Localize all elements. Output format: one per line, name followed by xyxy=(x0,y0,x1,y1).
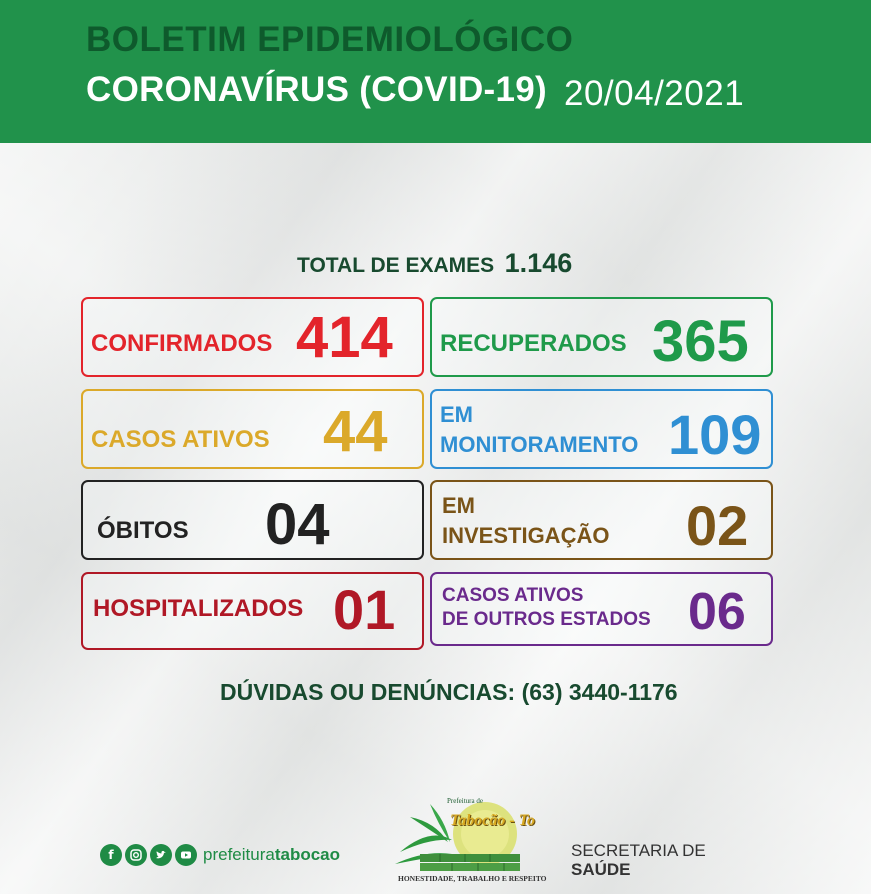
outros-estados-label-line1: CASOS ATIVOS xyxy=(442,585,584,606)
obitos-value: 04 xyxy=(265,492,330,557)
logo-motto: HONESTIDADE, TRABALHO E RESPEITO xyxy=(398,874,547,883)
card-obitos xyxy=(81,480,424,560)
instagram-icon[interactable] xyxy=(125,844,147,866)
card-hospitalizados xyxy=(81,572,424,650)
monitoramento-label-line1: EM xyxy=(440,402,473,427)
total-exams xyxy=(297,248,572,279)
contact-phone: DÚVIDAS OU DENÚNCIAS: (63) 3440-1176 xyxy=(220,679,678,705)
card-outros-estados xyxy=(430,572,773,646)
facebook-icon[interactable]: f xyxy=(100,844,122,866)
secretaria-line2: SAÚDE xyxy=(571,859,631,879)
investigacao-label-line2: INVESTIGAÇÃO xyxy=(442,523,610,548)
monitoramento-label-line2: MONITORAMENTO xyxy=(440,432,639,457)
logo-top-text: Prefeitura de xyxy=(447,797,483,805)
twitter-icon[interactable] xyxy=(150,844,172,866)
social-handle[interactable]: prefeituratabocao xyxy=(203,845,341,864)
hospitalizados-value: 01 xyxy=(333,578,396,641)
secretaria-line1: SECRETARIA DE xyxy=(571,841,706,860)
recuperados-label: RECUPERADOS xyxy=(440,330,627,357)
monitoramento-value: 109 xyxy=(668,403,762,466)
hospitalizados-label: HOSPITALIZADOS xyxy=(93,595,304,622)
header-date: 20/04/2021 xyxy=(564,74,745,113)
casos-ativos-value: 44 xyxy=(323,399,388,464)
casos-ativos-label: CASOS ATIVOS xyxy=(91,426,270,453)
card-investigacao xyxy=(430,480,773,560)
secretaria-saude xyxy=(571,842,706,879)
header-banner xyxy=(0,0,871,143)
card-casos-ativos xyxy=(81,389,424,469)
card-monitoramento xyxy=(430,389,773,469)
confirmados-label: CONFIRMADOS xyxy=(91,330,273,357)
header-subtitle: CORONAVÍRUS (COVID-19) xyxy=(86,70,547,109)
outros-estados-label-line2: DE OUTROS ESTADOS xyxy=(442,609,651,630)
card-recuperados xyxy=(430,297,773,377)
outros-estados-value: 06 xyxy=(688,583,746,641)
header-title: BOLETIM EPIDEMIOLÓGICO xyxy=(86,20,574,59)
confirmados-value: 414 xyxy=(296,305,393,370)
social-links xyxy=(100,843,340,867)
recuperados-value: 365 xyxy=(652,309,749,374)
total-exams-label: TOTAL DE EXAMES xyxy=(297,254,495,277)
logo-town: Tabocão - To xyxy=(450,812,536,829)
total-exams-value: 1.146 xyxy=(504,248,573,278)
investigacao-label-line1: EM xyxy=(442,493,475,518)
investigacao-value: 02 xyxy=(686,494,749,557)
youtube-icon[interactable] xyxy=(175,844,197,866)
obitos-label: ÓBITOS xyxy=(97,517,189,544)
card-confirmados xyxy=(81,297,424,377)
prefeitura-logo xyxy=(390,792,540,887)
